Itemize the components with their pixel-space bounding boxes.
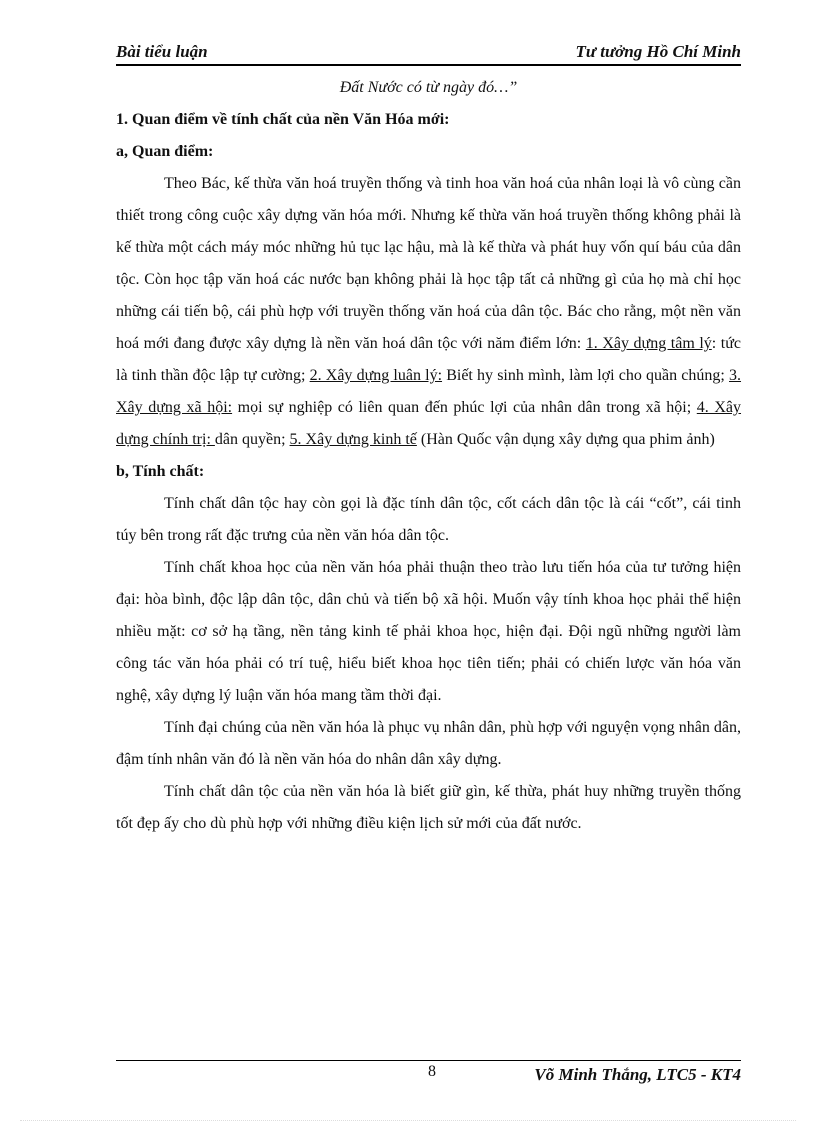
paragraph-2: Tính chất dân tộc hay còn gọi là đặc tính dân tộc, cốt cách dân tộc là cái “cốt”, cái tinh túy bên trong rất đặc trưng của nền văn hóa dân tộc. [116,495,741,544]
p1-text-2: : tức là tinh thần độc lập tự cường; [116,335,742,384]
subheading-a: a, Quan điểm: [116,143,214,160]
paragraph-4: Tính đại chúng của nền văn hóa là phục vụ nhân dân, phù hợp với nguyện vọng nhân dân, đậm tính nhân văn đó là nền văn hóa do nhân dân xây dựng. [116,719,741,768]
page-footer [116,1060,741,1084]
p1-point-5: 5. Xây dựng kinh tế [289,431,417,448]
p1-point-3: 3. Xây dựng xã hội: [116,367,742,416]
p1-point-4: 4. Xây dựng chính trị: [116,399,742,448]
paragraph-5: Tính chất dân tộc của nền văn hóa là biết giữ gìn, kế thừa, phát huy những truyền thống tốt đẹp ấy cho dù phù hợp với những điều kiện lịch sử mới của đất nước. [116,783,741,832]
subheading-b: b, Tính chất: [116,463,205,480]
page-number: 8 [428,1063,436,1080]
header-right: Tư tưởng Hồ Chí Minh [575,42,741,61]
p1-text-6: (Hàn Quốc vận dụng xây dựng qua phim ảnh) [416,431,715,448]
page-header [116,38,741,66]
continuation-line: Đất Nước có từ ngày đó…” [339,79,518,96]
p1-text-3: Biết hy sinh mình, làm lợi cho quần chúng; [442,367,730,384]
p1-text-1: Theo Bác, kế thừa văn hoá truyền thống và tinh hoa văn hoá của nhân loại là vô cùng cần thiết trong công cuộc xây dựng văn hóa mới. Nhưng kế thừa văn hoá truyền thống không phải là kế thừa một cách máy móc những hủ tục lạc hậu, mà là kế thừa và phát huy vốn quí báu của dân tộc. Còn học tập văn hoá các nước bạn không phải là học tập tất cả những gì của họ mà chỉ học những cái tiến bộ, cái phù hợp với truyền thống văn hoá của dân tộc. Bác cho rằng, một nền văn hoá mới đang được xây dựng là nền văn hoá dân tộc với năm điểm lớn: [116,175,741,352]
p1-text-4: mọi sự nghiệp có liên quan đến phúc lợi của nhân dân trong xã hội; [232,399,697,416]
paragraph-3: Tính chất khoa học của nền văn hóa phải thuận theo trào lưu tiến hóa của tư tưởng hiện đại: hòa bình, độc lập dân tộc, dân chủ và tiến bộ xã hội. Muốn vậy tính khoa học phải thể hiện nhiều mặt: cơ sở hạ tầng, nền tảng kinh tế phải khoa học, hiện đại. Đội ngũ những người làm công tác văn hóa phải có trí tuệ, hiểu biết khoa học tiên tiến; phải có chiến lược văn hóa văn nghệ, xây dựng lý luận văn hóa mang tầm thời đại. [116,559,741,704]
p1-point-1: 1. Xây dựng tâm lý [585,335,712,352]
p1-text-5: dân quyền; [214,431,290,448]
footer-author: Võ Minh Thắng, LTC5 - KT4 [534,1065,741,1084]
p1-point-2: 2. Xây dựng luân lý: [309,367,443,384]
document-body [116,72,741,840]
page-edge-divider [20,1120,796,1121]
section-heading: 1. Quan điểm về tính chất của nền Văn Hóa mới: [116,111,450,128]
header-left: Bài tiểu luận [116,42,208,61]
paragraph-1 [116,168,741,456]
